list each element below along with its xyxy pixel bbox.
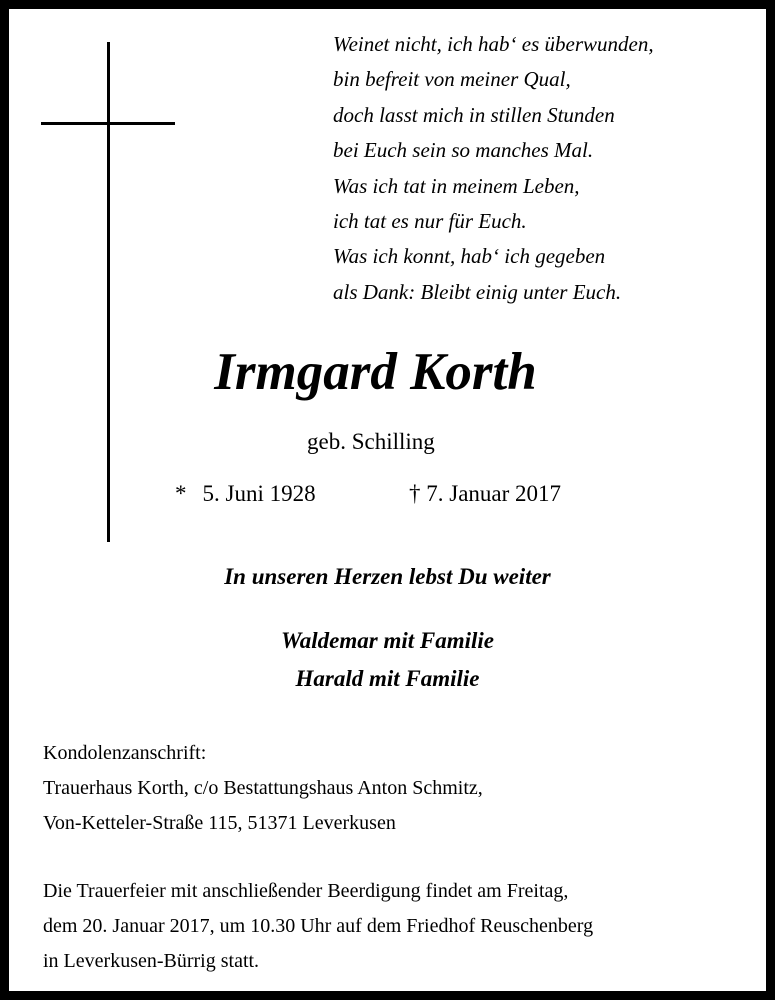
condolence-line: Kondolenzanschrift: (43, 742, 207, 764)
deceased-name-block (9, 343, 766, 401)
poem-line: Was ich konnt, hab‘ ich gegeben (333, 244, 606, 269)
poem-line: bin befreit von meiner Qual, (333, 67, 571, 92)
poem-line: Was ich tat in meinem Leben, (333, 173, 580, 198)
poem-line: Weinet nicht, ich hab‘ es überwunden, (333, 32, 654, 56)
birth-date-block (175, 481, 316, 507)
family-list (9, 622, 766, 698)
cross-icon-horizontal-bar (41, 122, 175, 125)
poem (333, 27, 654, 310)
cross-icon-vertical-bar (107, 42, 110, 542)
birth-date: 5. Juni 1928 (202, 481, 316, 506)
poem-line: doch lasst mich in stillen Stunden (333, 102, 615, 127)
condolence-address (43, 736, 483, 841)
poem-line: bei Euch sein so manches Mal. (333, 138, 594, 163)
poem-line: ich tat es nur für Euch. (333, 208, 527, 233)
service-line: Die Trauerfeier mit anschließender Beerdigung findet am Freitag, (43, 880, 569, 902)
birth-star-icon: * (175, 481, 187, 506)
service-line: in Leverkusen-Bürrig statt. (43, 950, 260, 972)
poem-line: als Dank: Bleibt einig unter Euch. (333, 279, 622, 304)
service-line: dem 20. Januar 2017, um 10.30 Uhr auf dem Friedhof Reuschenberg (43, 915, 594, 937)
maiden-name: geb. Schilling (307, 429, 435, 454)
deceased-name: Irmgard Korth (214, 343, 537, 401)
condolence-line: Von-Ketteler-Straße 115, 51371 Leverkusen (43, 812, 396, 834)
death-date: † 7. Januar 2017 (409, 481, 562, 506)
family-member: Waldemar mit Familie (281, 628, 494, 653)
condolence-line: Trauerhaus Korth, c/o Bestattungshaus Anton Schmitz, (43, 777, 483, 799)
motto: In unseren Herzen lebst Du weiter (224, 564, 551, 589)
funeral-service-info (43, 874, 593, 979)
family-member: Harald mit Familie (295, 666, 480, 691)
